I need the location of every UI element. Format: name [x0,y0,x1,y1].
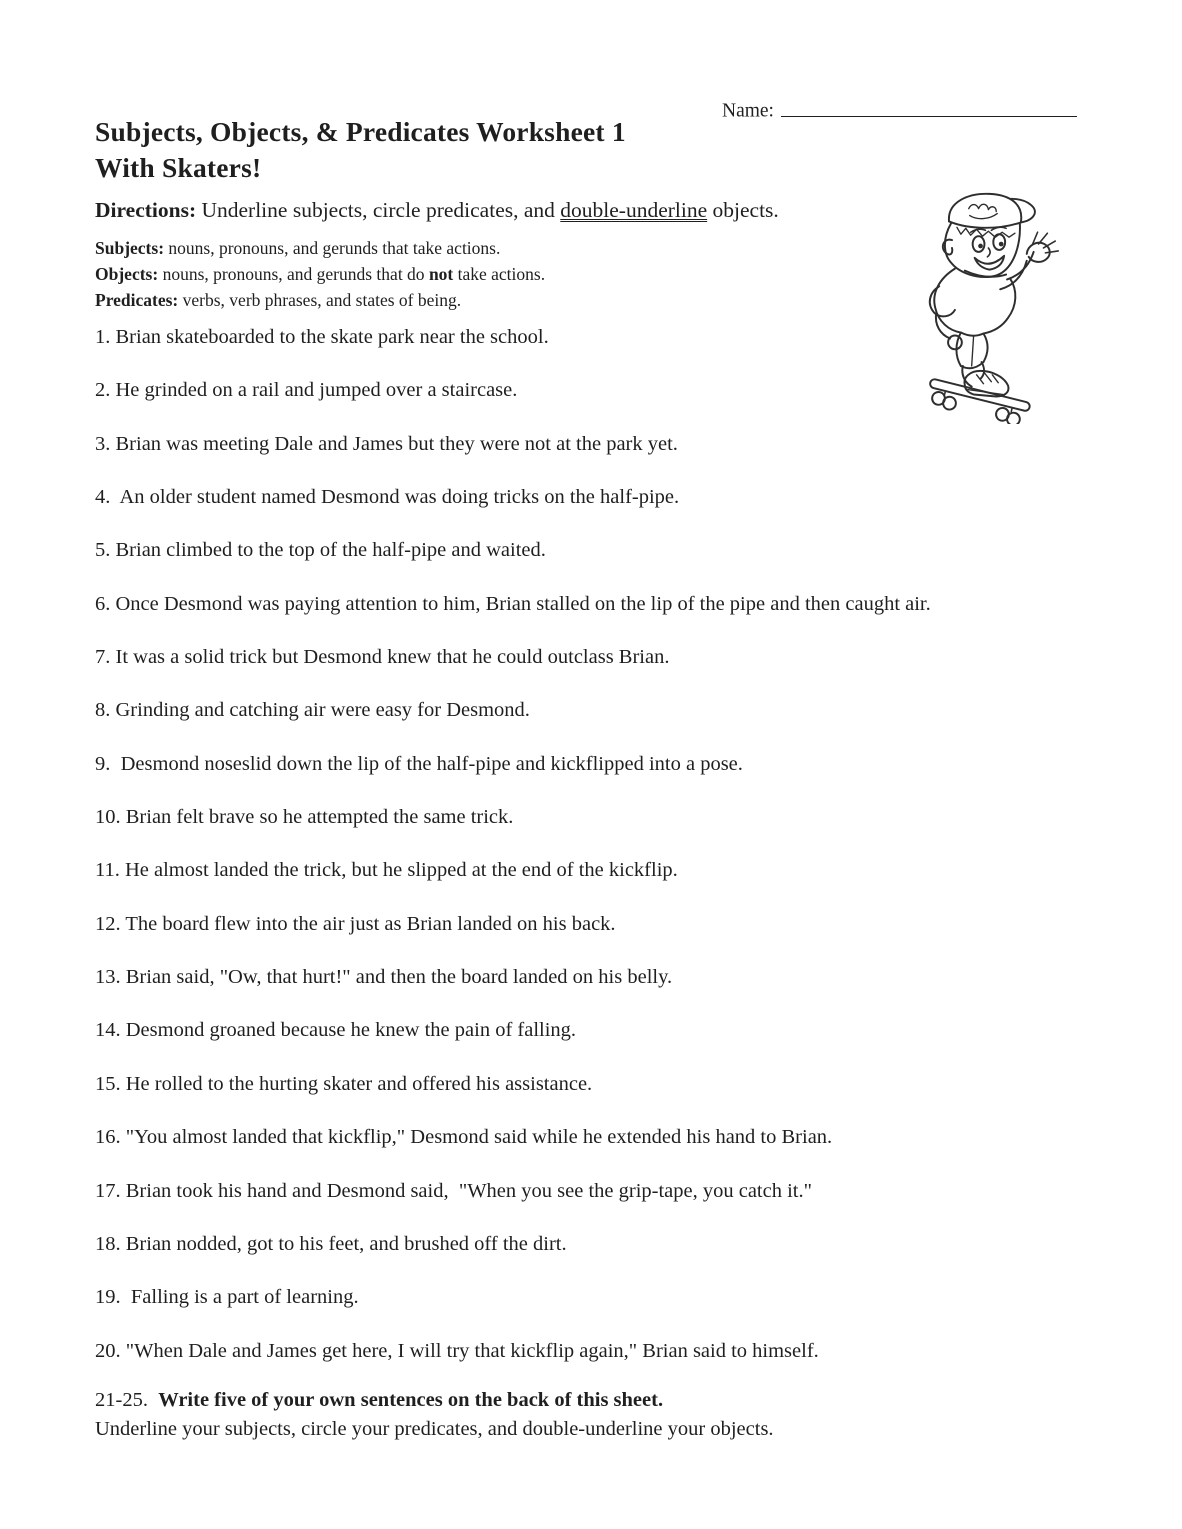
definition-term: Subjects: [95,238,165,258]
double-underline-term: double-underline [560,198,708,222]
sentence-list [95,324,1095,1391]
sentence-19: 19. Falling is a part of learning. [95,1286,359,1309]
sentence-20: 20. "When Dale and James get here, I will try that kickflip again," Brian said to himself. [95,1339,819,1362]
sentence-4: 4. An older student named Desmond was doing tricks on the half-pipe. [95,486,680,509]
sentence-3: 3. Brian was meeting Dale and James but they were not at the park yet. [95,432,678,455]
sentence-12: 12. The board flew into the air just as Brian landed on his back. [95,912,616,935]
final-instructions [95,1386,1095,1443]
title-block [95,114,626,186]
sentence-16: 16. "You almost landed that kickflip," Desmond said while he extended his hand to Brian. [95,1126,833,1149]
sentence-1: 1. Brian skateboarded to the skate park near the school. [95,326,549,348]
directions-text: Underline subjects, circle predicates, and [196,198,561,222]
definition-text: nouns, pronouns, and gerunds that take actions. [164,238,501,258]
sentence-15: 15. He rolled to the hurting skater and offered his assistance. [95,1072,593,1095]
sentence-9: 9. Desmond noseslid down the lip of the half-pipe and kickflipped into a pose. [95,752,743,775]
definition-text: nouns, pronouns, and gerunds that do [158,264,429,284]
name-blank-line [781,96,1077,117]
sentence-7: 7. It was a solid trick but Desmond knew that he could outclass Brian. [95,646,670,669]
sentence-18: 18. Brian nodded, got to his feet, and brushed off the dirt. [95,1232,567,1255]
definition-subjects [95,235,545,261]
definition-term: Predicates: [95,290,179,310]
directions-text-end: objects. [707,198,779,222]
sentence-2: 2. He grinded on a rail and jumped over a staircase. [95,379,518,402]
page-title: Subjects, Objects, & Predicates Worksheet 1 [95,116,626,147]
sentence-8: 8. Grinding and catching air were easy for Desmond. [95,699,530,722]
question-range: 21-25. [95,1389,159,1411]
sentence-10: 10. Brian felt brave so he attempted the same trick. [95,806,514,829]
definition-term: Objects: [95,264,159,284]
name-label: Name: [722,100,774,122]
final-instruction-line2: Underline your subjects, circle your predicates, and double-underline your objects. [95,1417,774,1440]
definition-predicates [95,287,545,313]
name-row [722,96,1077,123]
sentence-5: 5. Brian climbed to the top of the half-pipe and waited. [95,539,546,562]
definition-text: verbs, verb phrases, and states of being. [178,290,462,310]
page-subtitle: With Skaters! [95,152,262,183]
definition-bold-word: not [428,264,454,284]
sentence-17: 17. Brian took his hand and Desmond said, "When you see the grip-tape, you catch it." [95,1179,812,1202]
sentence-6: 6. Once Desmond was paying attention to him, Brian stalled on the lip of the pipe and then caught air. [95,592,931,615]
definition-objects [95,261,545,287]
definitions-list [95,235,545,313]
directions [95,198,779,223]
write-sentences-instruction: Write five of your own sentences on the back of this sheet. [158,1389,664,1411]
definition-text: take actions. [453,264,546,284]
final-instruction-line1 [95,1386,1095,1415]
sentence-13: 13. Brian said, "Ow, that hurt!" and then the board landed on his belly. [95,966,673,989]
sentence-14: 14. Desmond groaned because he knew the pain of falling. [95,1019,577,1042]
directions-label: Directions: [95,198,197,222]
sentence-11: 11. He almost landed the trick, but he slipped at the end of the kickflip. [95,859,678,882]
